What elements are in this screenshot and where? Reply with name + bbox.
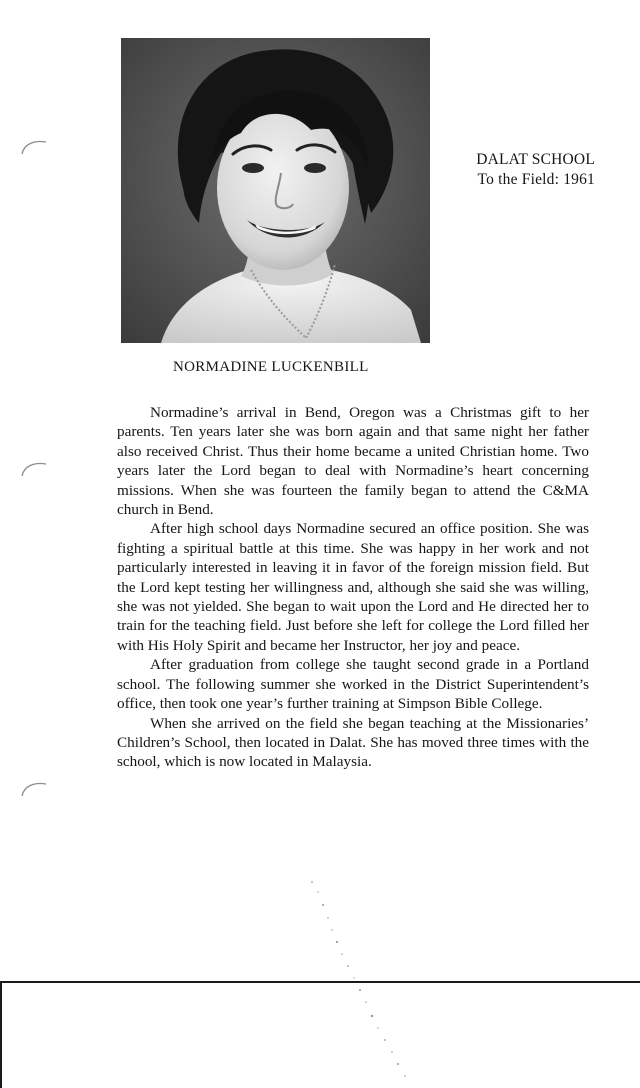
paragraph: Normadine’s arrival in Bend, Oregon was a Christmas gift to her parents. Ten years later she was born again and that same night her father also received Christ. Thus their home became a united Christian home. Two years later the Lord began to deal with Normadine’s heart concerning missions. When she was fourteen the family began to attend the C&MA church in Bend. [117,404,589,519]
paragraph: After high school days Normadine secured an office position. She was fighting a spiritual battle at this time. She was happy in her work and not particularly interested in leaving it in favor of the foreign mission field. But the Lord kept testing her willingness and, although she said she was willing, she was not yielded. She began to wait upon the Lord and He directed her to train for the teaching field. Just before she left for college the Lord filled her with His Holy Spirit and became her Instructor, her joy and peace. [117,520,589,654]
header-block [440,150,595,190]
binder-hole-mark [20,458,50,488]
page-edge-line [0,981,640,983]
portrait-photo [121,38,430,343]
paragraph: When she arrived on the field she began teaching at the Missionaries’ Children’s School, then located in Dalat. She has moved three times with the school, which is now located in Malaysia. [117,714,589,771]
binder-hole-mark [20,778,50,808]
biography-text [117,403,589,772]
school-name: DALAT SCHOOL [476,151,595,168]
to-the-field-date: To the Field: 1961 [477,171,595,188]
page-edge-line [0,981,2,1088]
photo-caption: NORMADINE LUCKENBILL [173,359,369,375]
scan-dust [290,870,440,1085]
binder-hole-mark [20,136,50,166]
paragraph: After graduation from college she taught second grade in a Portland school. The following summer she worked in the District Superintendent’s office, then took one year’s further training at Simpson Bible College. [117,656,589,713]
